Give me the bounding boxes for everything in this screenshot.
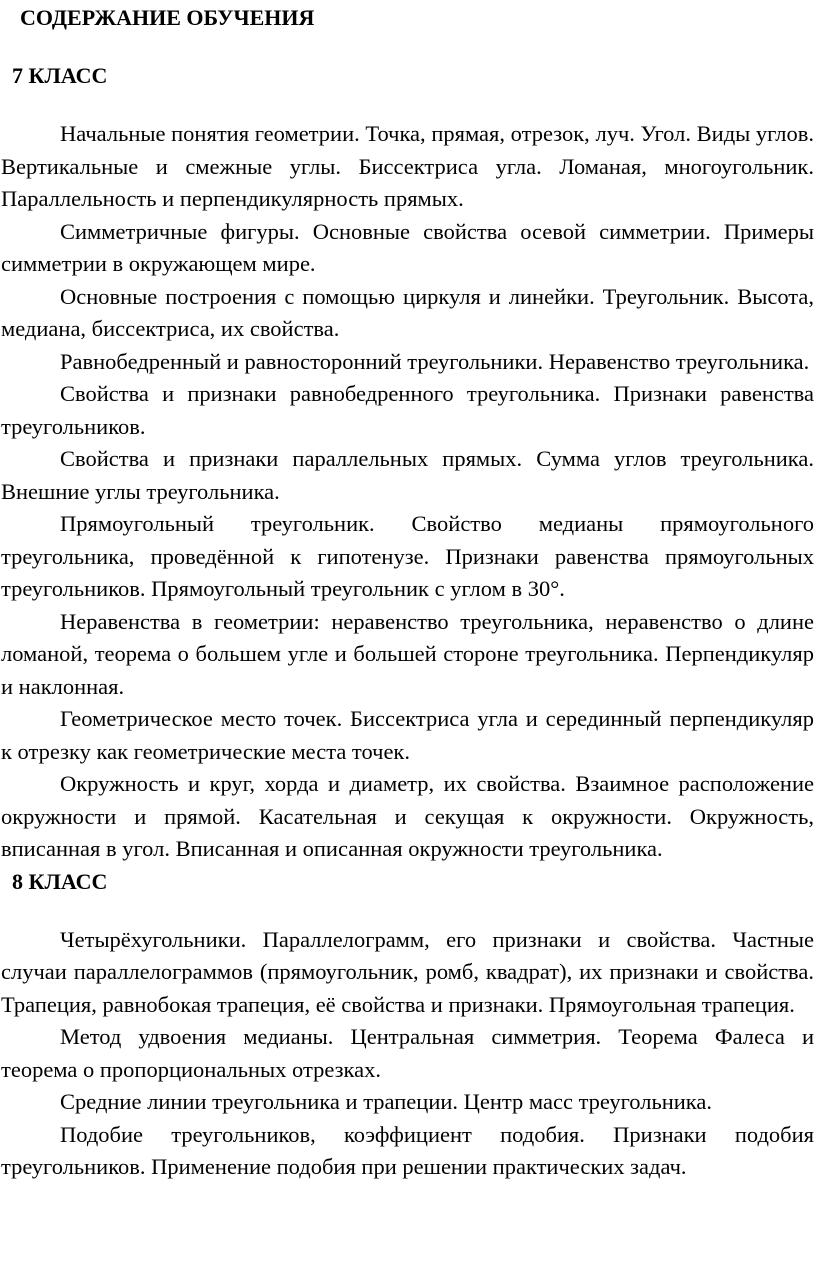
paragraph: Свойства и признаки параллельных прямых. Сумма углов треугольника. Внешние углы треугольника. — [1, 446, 814, 504]
paragraph: Геометрическое место точек. Биссектриса угла и серединный перпендикуляр к отрезку как геометрические места точек. — [1, 706, 814, 764]
grade-7-heading: 7 КЛАСС — [12, 63, 108, 88]
document-title: СОДЕРЖАНИЕ ОБУЧЕНИЯ — [20, 5, 315, 30]
grade-8-section — [1, 924, 814, 1184]
paragraph: Окружность и круг, хорда и диаметр, их свойства. Взаимное расположение окружности и прямой. Касательная и секущая к окружности. Окружность, вписанная в угол. Вписанная и описанная окружности треугольника. — [1, 771, 814, 861]
paragraph: Средние линии треугольника и трапеции. Центр масс треугольника. — [60, 1089, 713, 1114]
paragraph: Подобие треугольников, коэффициент подобия. Признаки подобия треугольников. Применение подобия при решении практических задач. — [1, 1121, 814, 1179]
grade-7-section — [1, 118, 814, 866]
paragraph: Начальные понятия геометрии. Точка, прямая, отрезок, луч. Угол. Виды углов. Вертикальные и смежные углы. Биссектриса угла. Ломаная, многоугольник. Параллельность и перпендикулярность прямых. — [1, 121, 814, 211]
paragraph: Метод удвоения медианы. Центральная симметрия. Теорема Фалеса и теорема о пропорциональных отрезках. — [1, 1024, 814, 1082]
paragraph: Прямоугольный треугольник. Свойство медианы прямоугольного треугольника, проведённой к гипотенузе. Признаки равенства прямоугольных треугольников. Прямоугольный треугольник с углом в 30°. — [1, 511, 814, 601]
paragraph: Четырёхугольники. Параллелограмм, его признаки и свойства. Частные случаи параллелограммов (прямоугольник, ромб, квадрат), их признаки и свойства. Трапеция, равнобокая трапеция, её свойства и признаки. Прямоугольная трапеция. — [1, 926, 814, 1017]
paragraph: Свойства и признаки равнобедренного треугольника. Признаки равенства треугольников. — [1, 381, 814, 439]
grade-8-heading: 8 КЛАСС — [12, 868, 108, 894]
paragraph: Неравенства в геометрии: неравенство треугольника, неравенство о длине ломаной, теорема о большем угле и большей стороне треугольника. Перпендикуляр и наклонная. — [1, 608, 814, 699]
paragraph: Равнобедренный и равносторонний треугольники. Неравенство треугольника. — [60, 348, 810, 374]
paragraph: Основные построения с помощью циркуля и линейки. Треугольник. Высота, медиана, биссектриса, их свойства. — [1, 283, 814, 341]
paragraph: Симметричные фигуры. Основные свойства осевой симметрии. Примеры симметрии в окружающем мире. — [1, 218, 814, 276]
